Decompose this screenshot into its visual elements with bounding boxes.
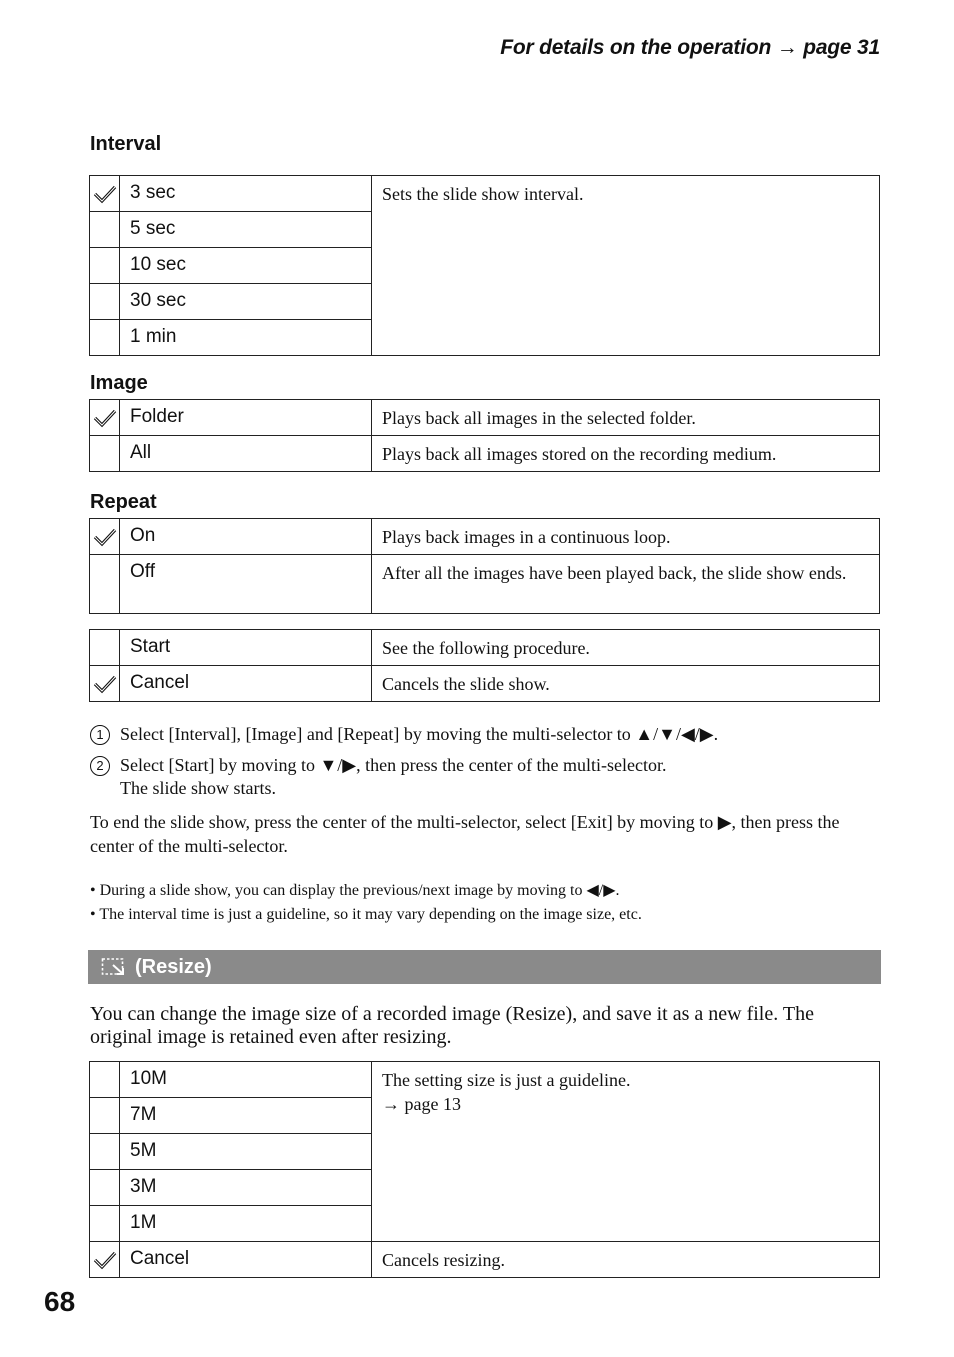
step-number: 2 [90,756,110,776]
default-check-icon [90,666,120,702]
interval-option: 1 min [120,320,372,356]
interval-option: 3 sec [120,176,372,212]
repeat-option: On [120,519,372,555]
action-option-description: See the following procedure. [372,630,880,666]
size-page-reference: → page 13 [382,1094,461,1114]
image-table [89,399,880,472]
image-title: Image [90,372,148,394]
resize-option: Cancel [120,1242,372,1278]
action-option-description: Cancels the slide show. [372,666,880,702]
note-item: • During a slide show, you can display the previous/next image by moving to ◀/▶. [90,882,620,899]
image-option-description: Plays back all images in the selected folder. [372,400,880,436]
step-text: Select [Start] by moving to ▼/▶, then press the center of the multi-selector. [120,755,667,775]
operation-reference: For details on the operation → page 31 [500,36,880,59]
default-check-icon [90,176,120,212]
interval-option: 10 sec [120,248,372,284]
resize-section-header [88,950,881,984]
image-option: All [120,436,372,472]
resize-option: 5M [120,1134,372,1170]
repeat-title: Repeat [90,491,157,513]
resize-intro: You can change the image size of a recorded image (Resize), and save it as a new file. The original image is retained even after resizing. [90,1003,814,1048]
action-option: Cancel [120,666,372,702]
step-subtext: The slide show starts. [120,778,276,798]
default-check-icon [90,519,120,555]
resize-option: 3M [120,1170,372,1206]
resize-option: 10M [120,1062,372,1098]
note-item: • The interval time is just a guideline, so it may vary depending on the image size, etc. [90,906,642,923]
repeat-option: Off [120,555,372,614]
step-text: Select [Interval], [Image] and [Repeat] by moving the multi-selector to ▲/▼/◀/▶. [120,724,719,744]
note-text: The interval time is just a guideline, so it may vary depending on the image size, etc. [99,906,642,923]
default-check-icon [90,1242,120,1278]
resize-option: 7M [120,1098,372,1134]
action-option: Start [120,630,372,666]
interval-title: Interval [90,133,162,155]
step-2 [90,754,667,800]
step-number: 1 [90,725,110,745]
resize-cancel-description: Cancels resizing. [372,1242,880,1278]
resize-title: (Resize) [135,955,212,978]
size-guideline-text: The setting size is just a guideline. [382,1070,631,1090]
end-instructions: To end the slide show, press the center of the multi-selector, select [Exit] by moving to ▶, then press the center of the multi-selector. [90,812,840,856]
repeat-table [89,518,880,614]
default-check-icon [90,400,120,436]
step-1 [90,723,718,746]
image-option: Folder [120,400,372,436]
image-option-description: Plays back all images stored on the recording medium. [372,436,880,472]
interval-option: 30 sec [120,284,372,320]
resize-icon [101,957,127,977]
action-table [89,629,880,702]
interval-description: Sets the slide show interval. [372,176,880,356]
resize-option: 1M [120,1206,372,1242]
interval-table [89,175,880,356]
page-number: 68 [44,1286,76,1317]
repeat-option-description: After all the images have been played back, the slide show ends. [372,555,880,614]
resize-table [89,1061,880,1278]
repeat-option-description: Plays back images in a continuous loop. [372,519,880,555]
note-text: During a slide show, you can display the previous/next image by moving to ◀/▶. [99,882,620,899]
interval-option: 5 sec [120,212,372,248]
resize-size-description [372,1062,880,1242]
